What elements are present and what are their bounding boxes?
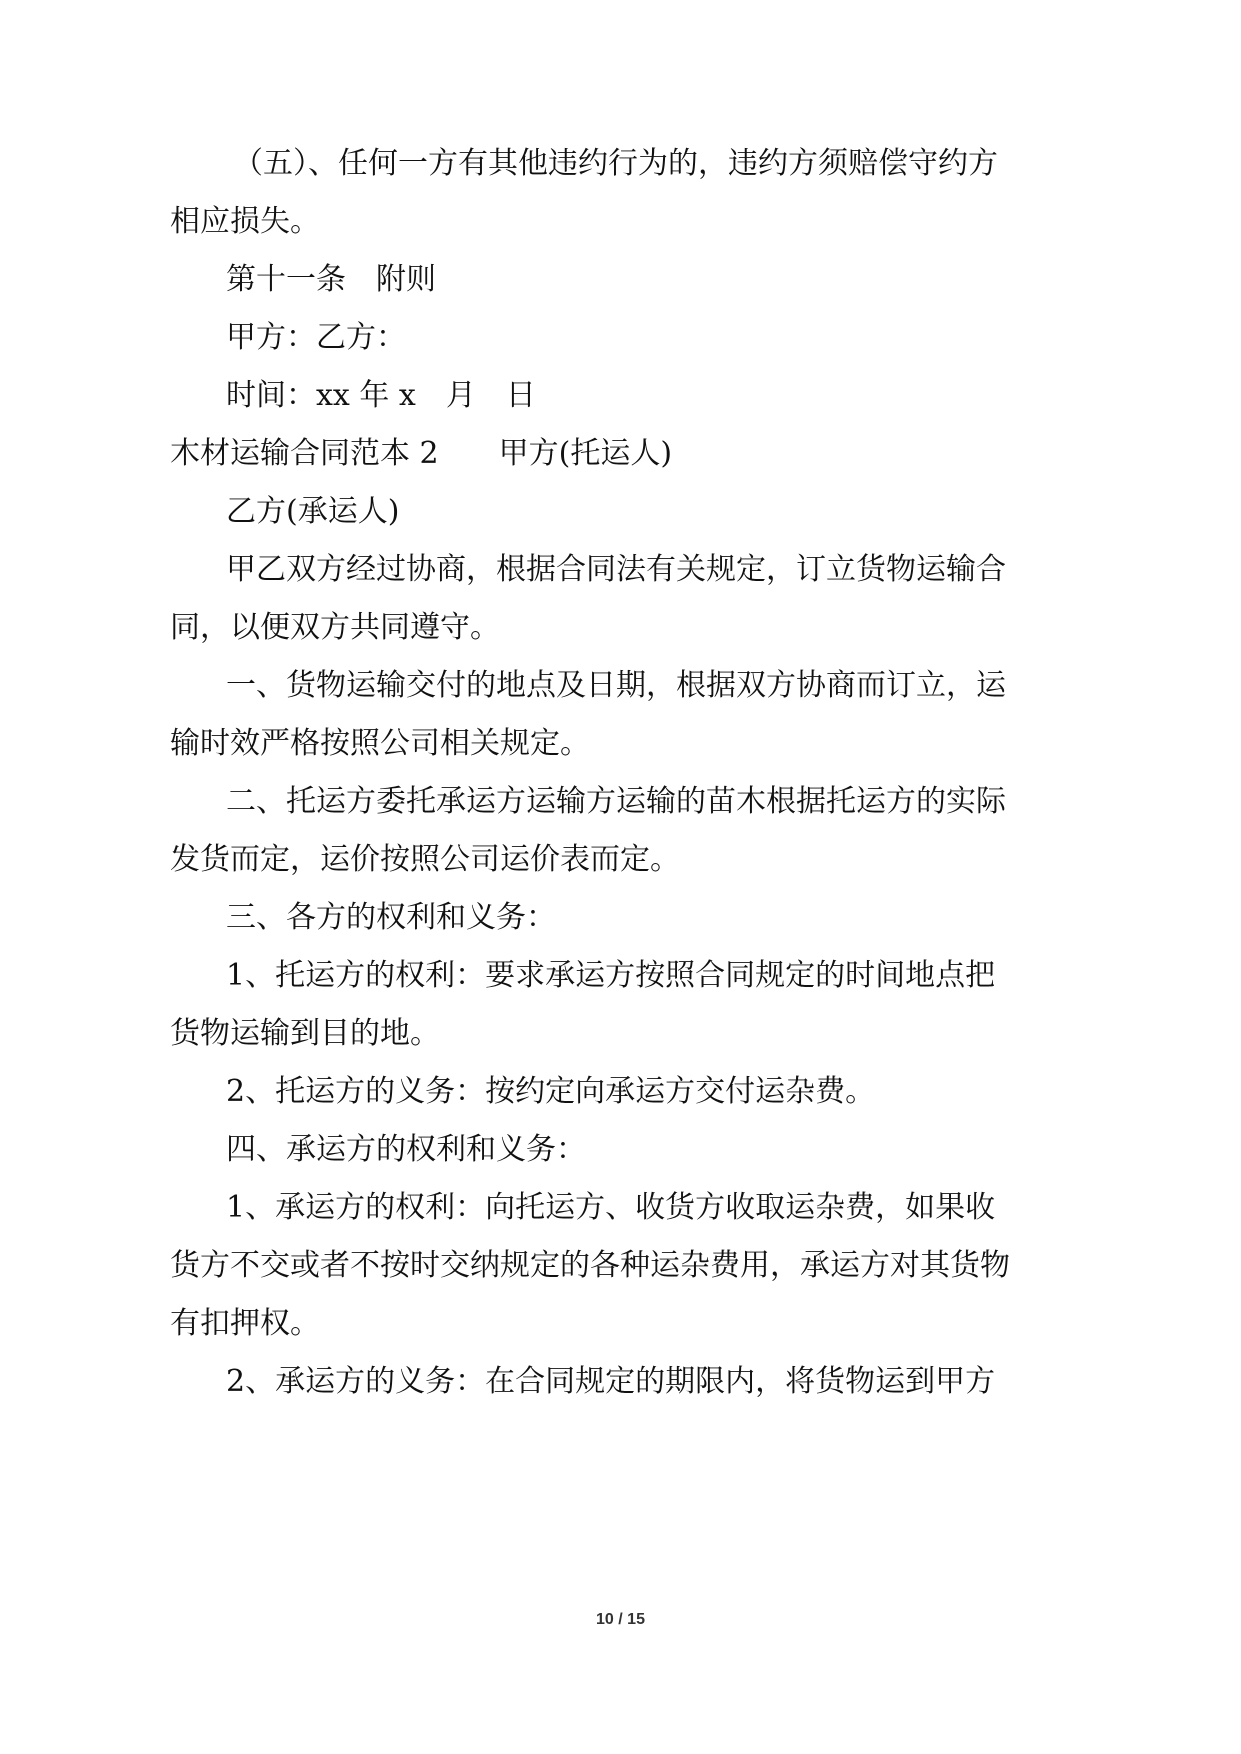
text-line: 2、承运方的义务：在合同规定的期限内，将货物运到甲方 [226, 1364, 996, 1399]
text-line: 货物运输到目的地。 [170, 1016, 440, 1051]
text-line: （五）、任何一方有其他违约行为的，违约方须赔偿守约方 [233, 146, 998, 181]
text-line: 同，以便双方共同遵守。 [170, 610, 500, 645]
text-line: 发货而定，运价按照公司运价表而定。 [170, 842, 680, 877]
document-title: 木材运输合同范本 2 甲方(托运人) [170, 436, 673, 471]
text-line: 货方不交或者不按时交纳规定的各种运杂费用，承运方对其货物 [170, 1248, 1010, 1283]
text-line: 二、托运方委托承运方运输方运输的苗木根据托运方的实际 [226, 784, 1006, 819]
text-line: 1、托运方的权利：要求承运方按照合同规定的时间地点把 [226, 958, 996, 993]
text-line: 甲方：乙方： [226, 320, 406, 355]
page-number: 10 / 15 [596, 1611, 645, 1628]
text-line: 一、货物运输交付的地点及日期，根据双方协商而订立，运 [226, 668, 1006, 703]
section-heading: 四、承运方的权利和义务： [226, 1132, 586, 1167]
text-line: 乙方(承运人) [226, 494, 400, 529]
text-line: 甲乙双方经过协商，根据合同法有关规定，订立货物运输合 [226, 552, 1006, 587]
text-line: 有扣押权。 [170, 1306, 320, 1341]
text-line: 2、托运方的义务：按约定向承运方交付运杂费。 [226, 1074, 876, 1109]
text-line: 输时效严格按照公司相关规定。 [170, 726, 590, 761]
text-line: 1、承运方的权利：向托运方、收货方收取运杂费，如果收 [226, 1190, 996, 1225]
text-line: 相应损失。 [170, 204, 320, 239]
text-line: 时间：xx 年 x 月 日 [226, 378, 536, 413]
section-heading: 三、各方的权利和义务： [226, 900, 556, 935]
section-heading: 第十一条 附则 [226, 262, 436, 297]
